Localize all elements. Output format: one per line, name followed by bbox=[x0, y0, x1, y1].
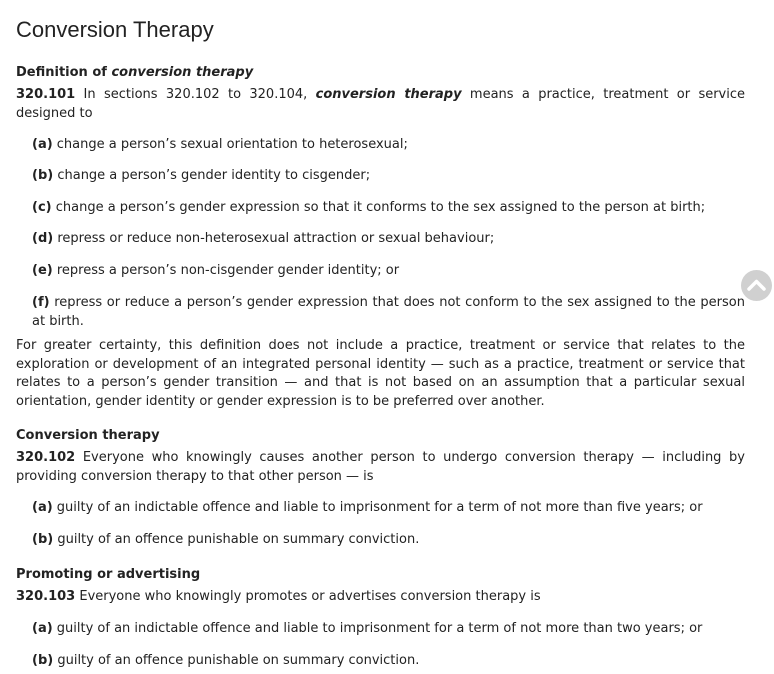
paragraph-text: change a person’s gender expression so that it conforms to the sex assigned to the person at birth; bbox=[51, 200, 706, 215]
section-text: In sections 320.102 to 320.104, bbox=[75, 87, 316, 102]
chevron-up-icon bbox=[741, 270, 772, 301]
paragraph-label: (a) bbox=[32, 621, 53, 636]
paragraph-text: guilty of an indictable offence and liable to imprisonment for a term of not more than two years; or bbox=[52, 621, 703, 636]
paragraph-label: (c) bbox=[32, 200, 52, 215]
paragraph-label: (f) bbox=[32, 295, 50, 310]
paragraph-b bbox=[32, 652, 745, 671]
back-to-top-button[interactable] bbox=[741, 270, 772, 301]
paragraph-text: guilty of an offence punishable on summary conviction. bbox=[53, 532, 420, 547]
paragraph-text: change a person’s sexual orientation to heterosexual; bbox=[52, 137, 408, 152]
paragraph-label: (b) bbox=[32, 653, 54, 668]
section-text: Everyone who knowingly promotes or advertises conversion therapy is bbox=[75, 589, 541, 604]
paragraph-label: (b) bbox=[32, 532, 54, 547]
paragraph-b bbox=[32, 531, 745, 550]
paragraph-label: (e) bbox=[32, 263, 53, 278]
paragraph-text: change a person’s gender identity to cisgender; bbox=[53, 168, 371, 183]
heading-term: conversion therapy bbox=[111, 65, 254, 80]
section-number: 320.103 bbox=[16, 589, 76, 604]
paragraph-f bbox=[32, 294, 745, 331]
paragraph-e bbox=[32, 262, 745, 281]
paragraph-text: guilty of an offence punishable on summary conviction. bbox=[53, 653, 420, 668]
paragraph-text: guilty of an indictable offence and liable to imprisonment for a term of not more than five years; or bbox=[52, 500, 703, 515]
paragraph-text: repress a person’s non-cisgender gender identity; or bbox=[52, 263, 400, 278]
paragraph-a bbox=[32, 620, 745, 639]
paragraph-label: (d) bbox=[32, 231, 54, 246]
section-heading-conversion-therapy: Conversion therapy bbox=[16, 428, 160, 443]
paragraph-label: (b) bbox=[32, 168, 54, 183]
page-title: Conversion Therapy bbox=[16, 17, 214, 42]
section-heading-definition bbox=[16, 64, 253, 82]
defined-term: conversion therapy bbox=[315, 87, 462, 102]
paragraph-label: (a) bbox=[32, 500, 53, 515]
section-heading-promoting: Promoting or advertising bbox=[16, 567, 201, 582]
section-number: 320.101 bbox=[16, 87, 76, 102]
section-320-103-intro bbox=[16, 588, 745, 607]
paragraph-b bbox=[32, 167, 745, 186]
heading-text: Definition of bbox=[16, 65, 112, 80]
paragraph-text: repress or reduce non-heterosexual attraction or sexual behaviour; bbox=[53, 231, 495, 246]
section-text: means a practice, treatment or service designed to bbox=[16, 87, 746, 121]
paragraph-text: repress or reduce a person’s gender expression that does not conform to the sex assigned to the person at birth. bbox=[32, 295, 745, 329]
section-number: 320.102 bbox=[16, 450, 76, 465]
paragraph-label: (a) bbox=[32, 137, 53, 152]
paragraph-c bbox=[32, 199, 745, 218]
paragraph-a bbox=[32, 499, 745, 518]
section-320-101-intro bbox=[16, 86, 745, 123]
section-320-102-intro bbox=[16, 449, 745, 486]
paragraph-a bbox=[32, 136, 745, 155]
paragraph-d bbox=[32, 230, 745, 249]
section-text: Everyone who knowingly causes another person to undergo conversion therapy — including by providing conversion therapy to that other person — is bbox=[16, 450, 745, 484]
section-320-101-note: For greater certainty, this definition does not include a practice, treatment or service that relates to the exploration or development of an integrated personal identity — such as a practice, treatment or service that relates to a person’s gender transition — and that is not based on an assumption that a particular sexual orientation, gender identity or gender expression is to be preferred over another. bbox=[16, 338, 745, 409]
